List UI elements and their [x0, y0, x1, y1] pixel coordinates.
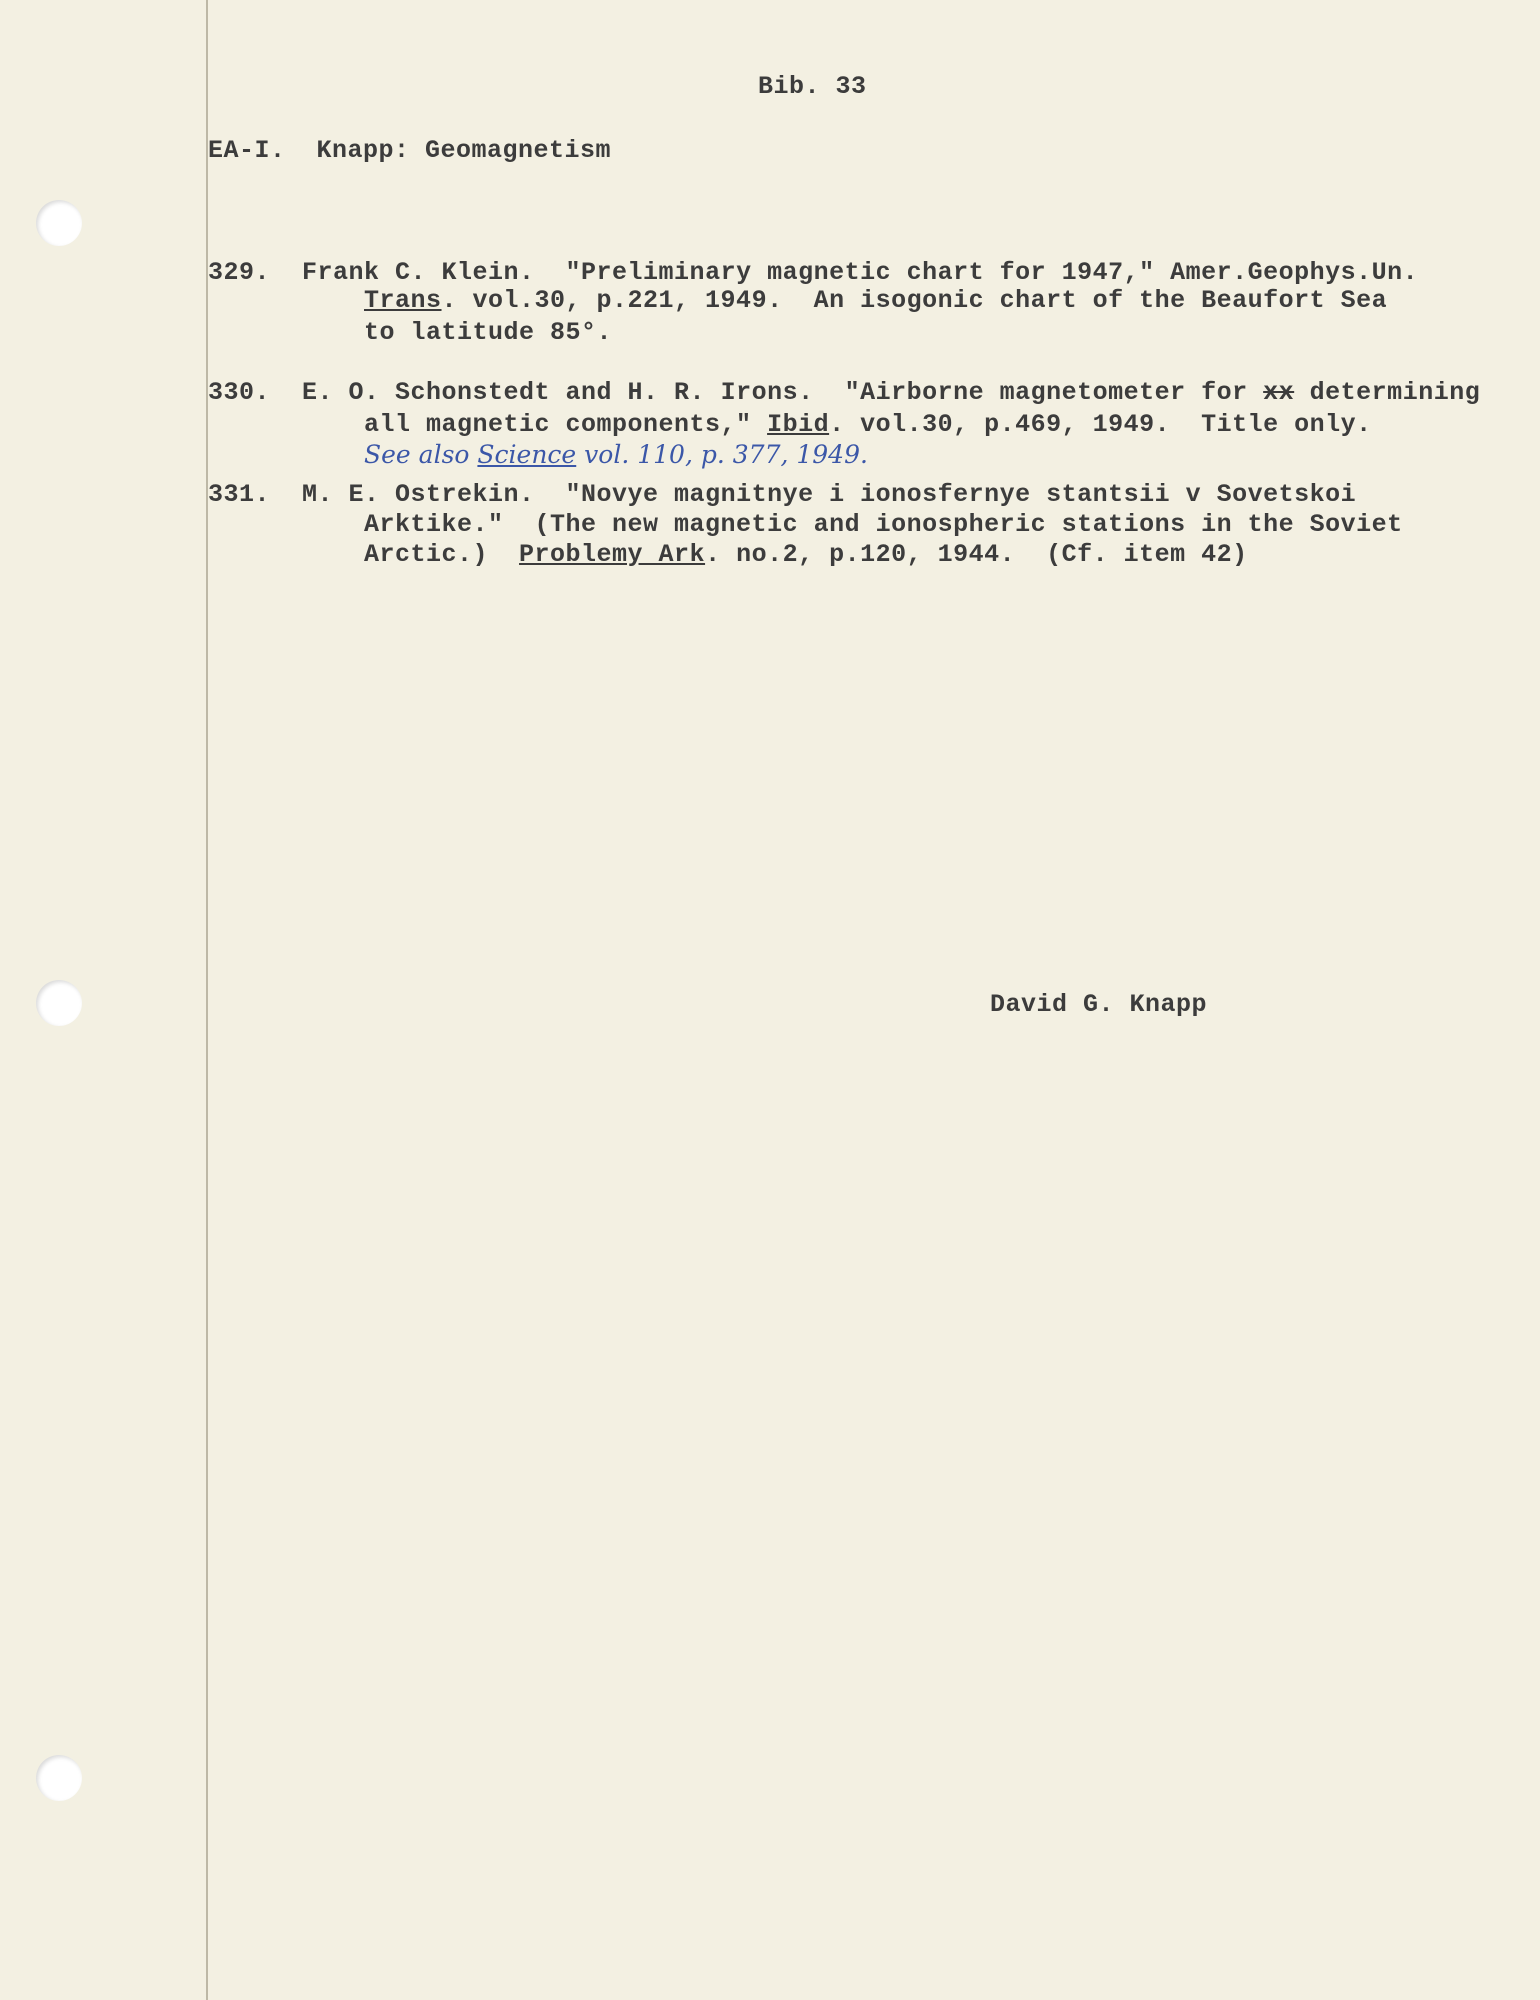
struck-text: xx	[1263, 378, 1295, 407]
entry-text: . vol.30, p.221, 1949. An isogonic chart of the Beaufort Sea	[441, 286, 1388, 315]
entry-text: . vol.30, p.469, 1949. Title only.	[829, 410, 1372, 439]
handwritten-text: vol. 110, p. 377, 1949.	[576, 440, 868, 469]
entry-number: 331.	[208, 480, 271, 509]
journal-title: Trans	[364, 286, 442, 315]
handwritten-note	[364, 440, 868, 469]
entry-line: to latitude 85°.	[364, 318, 613, 347]
entry-line: Frank C. Klein. "Preliminary magnetic chart for 1947," Amer.Geophys.Un.	[302, 258, 1419, 287]
entry-text: . no.2, p.120, 1944. (Cf. item 42)	[705, 540, 1248, 569]
handwritten-text: See also	[364, 440, 478, 469]
entry-number: 330.	[208, 378, 271, 407]
entry-line	[364, 410, 1372, 439]
punch-hole-middle	[36, 980, 82, 1026]
punch-hole-bottom	[36, 1755, 82, 1801]
entry-text: E. O. Schonstedt and H. R. Irons. "Airborne magnetometer for	[302, 378, 1264, 407]
signature: David G. Knapp	[990, 990, 1208, 1019]
journal-title: Problemy Ark	[519, 540, 706, 569]
entry-line	[302, 378, 1480, 407]
handwritten-journal: Science	[477, 440, 577, 469]
entry-text: all magnetic components,"	[364, 410, 768, 439]
journal-title: Ibid	[767, 410, 830, 439]
section-heading: EA-I. Knapp: Geomagnetism	[208, 136, 612, 165]
punch-hole-top	[36, 200, 82, 246]
entry-text: determining	[1294, 378, 1481, 407]
entry-number: 329.	[208, 258, 271, 287]
entry-line: Arktike." (The new magnetic and ionospheric stations in the Soviet	[364, 510, 1403, 539]
entry-line	[364, 540, 1248, 569]
entry-line: M. E. Ostrekin. "Novye magnitnye i ionosfernye stantsii v Sovetskoi	[302, 480, 1357, 509]
page-reference: Bib. 33	[758, 72, 867, 101]
margin-line	[206, 0, 208, 2000]
entry-text: Arctic.)	[364, 540, 520, 569]
entry-line	[364, 286, 1387, 315]
